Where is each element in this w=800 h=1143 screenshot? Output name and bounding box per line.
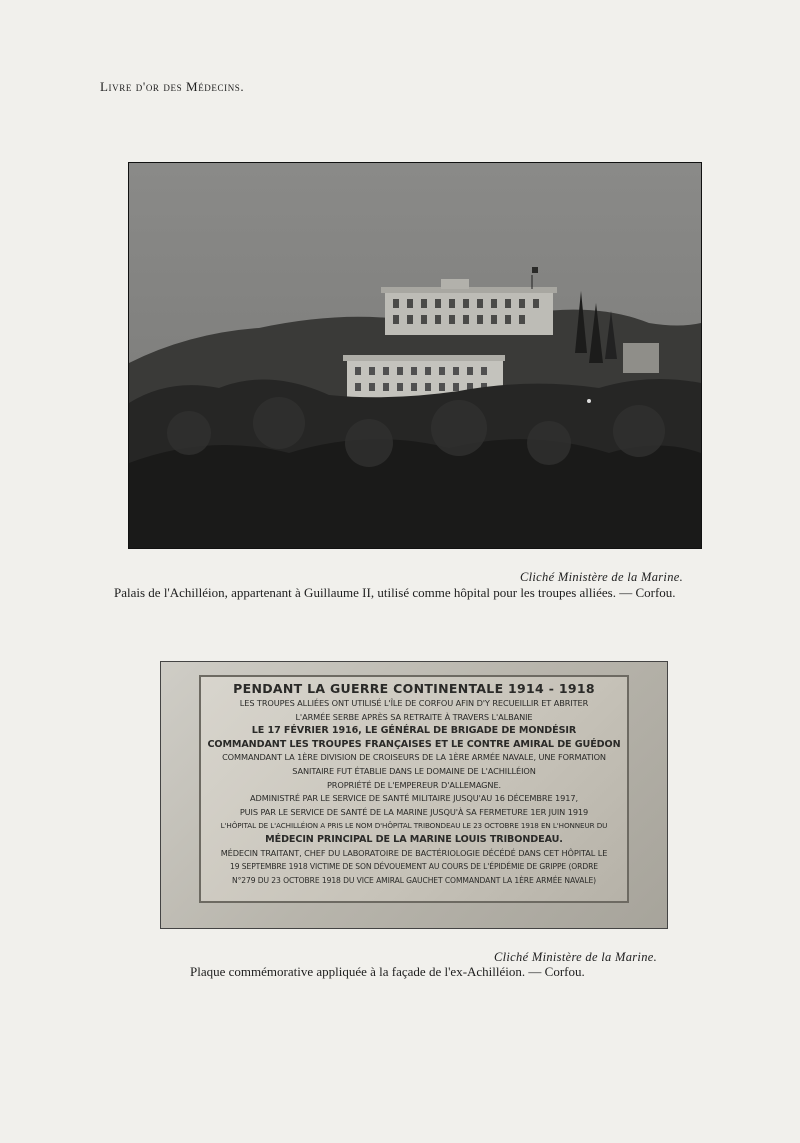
plaque-title: PENDANT LA GUERRE CONTINENTALE 1914 - 1918 <box>233 681 595 696</box>
plaque-line: L'HÔPITAL DE L'ACHILLÉION A PRIS LE NOM D'HÔPITAL TRIBONDEAU LE 23 OCTOBRE 1918 EN L'HONNEUR DU <box>220 821 608 831</box>
photo-credit-1: Cliché Ministère de la Marine. <box>520 570 684 584</box>
plaque-line: PROPRIÉTÉ DE L'EMPEREUR D'ALLEMAGNE. <box>326 779 502 790</box>
figure-caption-1: Palais de l'Achilléion, appartenant à Guillaume II, utilisé comme hôpital pour les troupes alliées. — Corfou. <box>114 585 676 600</box>
plaque-line: PUIS PAR LE SERVICE DE SANTÉ DE LA MARINE JUSQU'À SA FERMETURE 1ER JUIN 1919 <box>239 806 589 817</box>
plaque-line: 19 SEPTEMBRE 1918 VICTIME DE SON DÉVOUEMENT AU COURS DE L'ÉPIDÉMIE DE GRIPPE (ORDRE <box>230 862 598 872</box>
commemorative-plaque <box>160 661 668 929</box>
plaque-line: COMMANDANT LES TROUPES FRANÇAISES ET LE CONTRE AMIRAL DE GUÉDON <box>207 738 621 750</box>
figure-caption-2: Plaque commémorative appliquée à la façade de l'ex-Achilléion. — Corfou. <box>190 964 585 979</box>
achilleion-photo <box>128 162 702 549</box>
plaque-line: COMMANDANT LA 1ÈRE DIVISION DE CROISEURS DE LA 1ÈRE ARMÉE NAVALE, UNE FORMATION <box>222 752 606 763</box>
plaque-line: SANITAIRE FUT ÉTABLIE DANS LE DOMAINE DE L'ACHILLÉION <box>292 765 536 776</box>
running-header: Livre d'or des Médecins. <box>100 79 245 94</box>
plaque-line: MÉDECIN TRAITANT, CHEF DU LABORATOIRE DE BACTÉRIOLOGIE DÉCÉDÉ DANS CET HÔPITAL LE <box>220 847 608 858</box>
plaque-line: L'ARMÉE SERBE APRÈS SA RETRAITE À TRAVERS L'ALBANIE <box>295 711 533 722</box>
plaque-text-panel <box>199 675 629 903</box>
photo-credit-2: Cliché Ministère de la Marine. <box>494 950 658 964</box>
plaque-line: ADMINISTRÉ PAR LE SERVICE DE SANTÉ MILITAIRE JUSQU'AU 16 DÉCEMBRE 1917, <box>250 793 578 804</box>
plaque-line: LE 17 FÉVRIER 1916, LE GÉNÉRAL DE BRIGADE DE MONDÉSIR <box>251 725 577 737</box>
plaque-line: LES TROUPES ALLIÉES ONT UTILISÉ L'ÎLE DE CORFOU AFIN D'Y RECUEILLIR ET ABRITER <box>239 698 589 708</box>
plaque-line: MÉDECIN PRINCIPAL DE LA MARINE LOUIS TRIBONDEAU. <box>265 833 563 845</box>
plaque-line: N°279 DU 23 OCTOBRE 1918 DU VICE AMIRAL GAUCHET COMMANDANT LA 1ÈRE ARMÉE NAVALE) <box>231 875 597 885</box>
